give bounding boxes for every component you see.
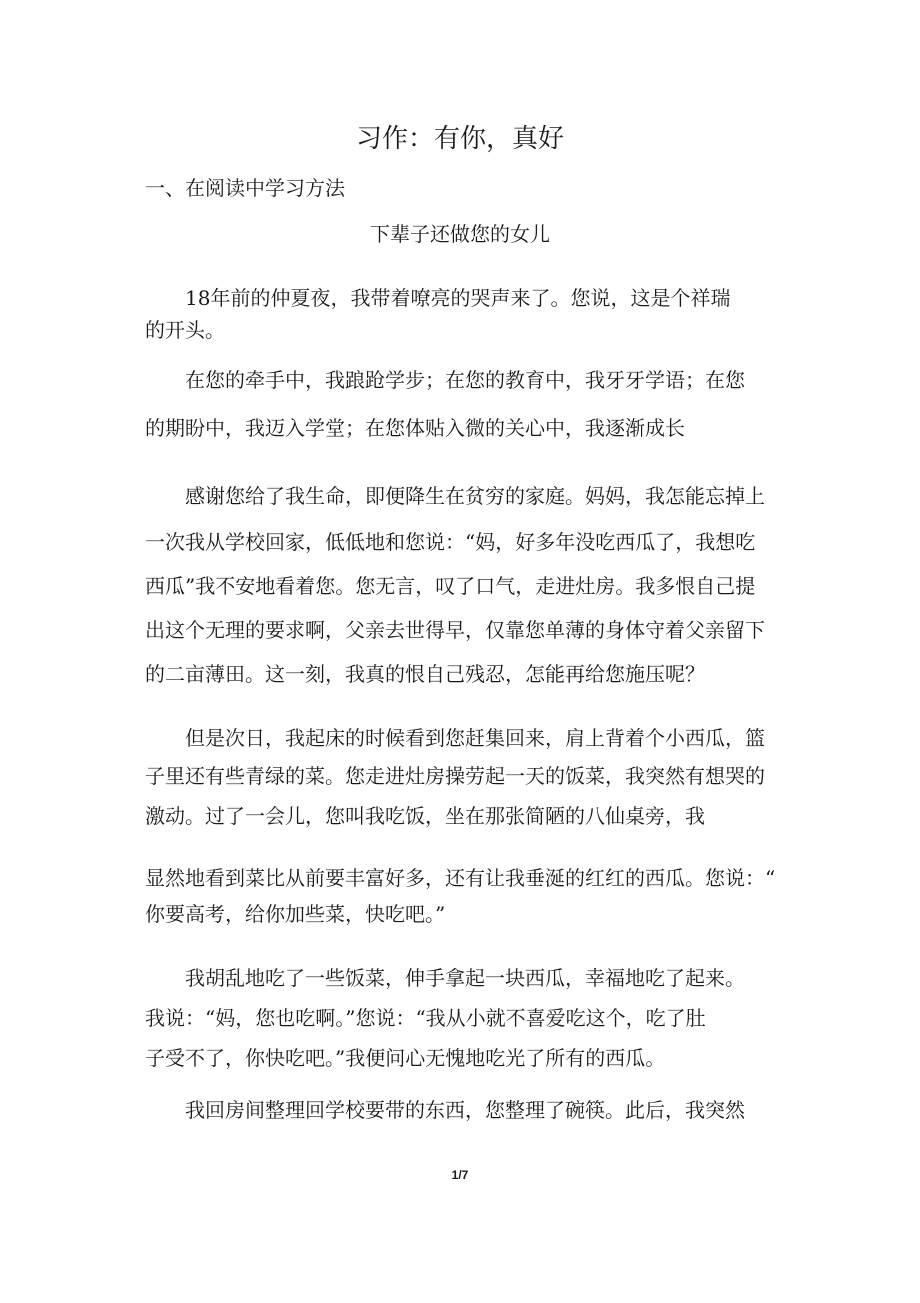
paragraph-line: 我胡乱地吃了一些饭菜，伸手拿起一块西瓜，幸福地吃了起来。 [185, 966, 745, 990]
paragraph-line: 感谢您给了我生命，即便降生在贫穷的家庭。妈妈，我怎能忘掉上 [185, 484, 765, 508]
document-title: 习作：有你，真好 [355, 124, 564, 154]
paragraph-line: 我回房间整理回学校要带的东西，您整理了碗筷。此后，我突然 [185, 1098, 745, 1122]
page-number: 1/7 [451, 1168, 469, 1182]
essay-title: 下辈子还做您的女儿 [370, 222, 550, 246]
paragraph-line: 子受不了，你快吃吧。”我便问心无愧地吃光了所有的西瓜。 [145, 1046, 666, 1070]
paragraph-line: 显然地看到菜比从前要丰富好多，还有让我垂涎的红红的西瓜。您说：“ [145, 866, 776, 890]
paragraph-line: 的期盼中，我迈入学堂；在您体贴入微的关心中，我逐渐成长 [145, 416, 685, 440]
paragraph-line: 一次我从学校回家，低低地和您说：“妈，好多年没吃西瓜了，我想吃 [145, 530, 756, 554]
paragraph-line: 的二亩薄田。这一刻，我真的恨自己残忍，怎能再给您施压呢？ [145, 662, 705, 686]
paragraph-line: 我说：“妈，您也吃啊。”您说：“我从小就不喜爱吃这个，吃了肚 [145, 1006, 706, 1030]
paragraph-line: 出这个无理的要求啊，父亲去世得早，仅靠您单薄的身体守着父亲留下 [145, 618, 765, 642]
paragraph-line: 但是次日，我起床的时候看到您赶集回来，肩上背着个小西瓜，篮 [185, 726, 765, 750]
paragraph-line: 激动。过了一会儿，您叫我吃饭，坐在那张简陋的八仙桌旁，我 [145, 804, 705, 828]
paragraph-line: 18年前的仲夏夜，我带着嘹亮的哭声来了。您说，这是个祥瑞 [185, 286, 731, 310]
paragraph-line: 你要高考，给你加些菜，快吃吧。” [145, 902, 446, 926]
paragraph-line: 在您的牵手中，我踉跄学步；在您的教育中，我牙牙学语；在您 [185, 368, 745, 392]
paragraph-line: 的开头。 [145, 318, 225, 342]
paragraph-line: 西瓜”我不安地看着您。您无言，叹了口气，走进灶房。我多恨自己提 [145, 574, 756, 598]
paragraph-line: 子里还有些青绿的菜。您走进灶房操劳起一天的饭菜，我突然有想哭的 [145, 764, 765, 788]
section-heading: 一、在阅读中学习方法 [145, 176, 345, 200]
